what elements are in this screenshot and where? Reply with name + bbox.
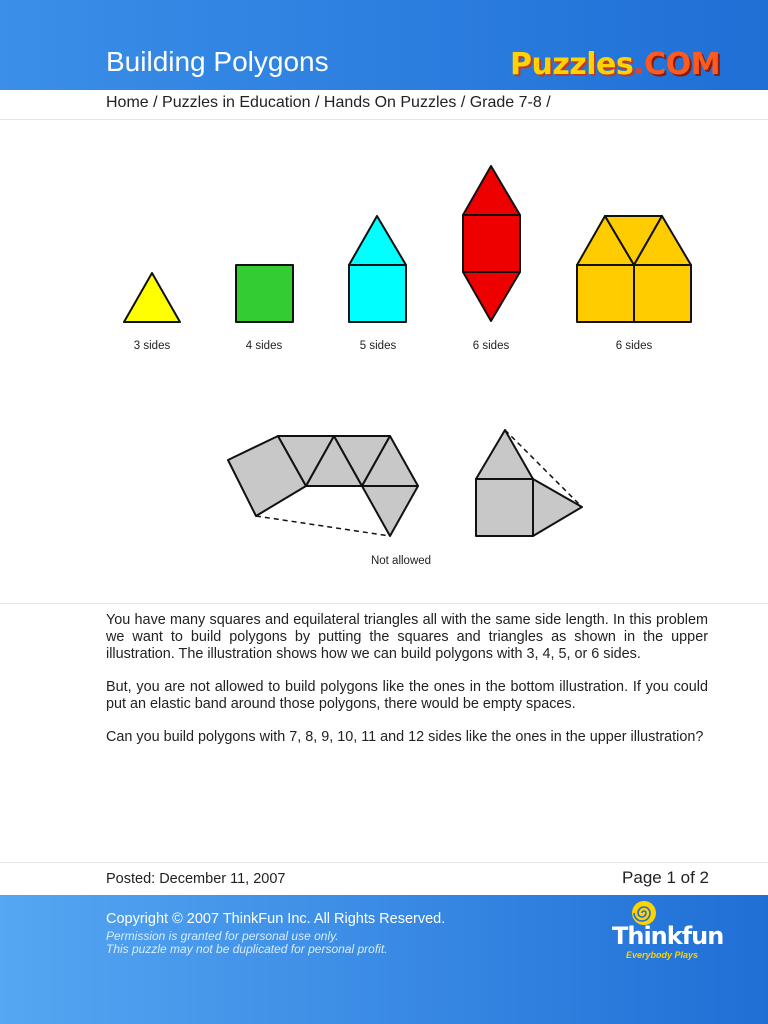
hexagon-orange-square-left: [577, 265, 634, 322]
thinkfun-tagline: Everybody Plays: [626, 950, 699, 960]
divider-top: [0, 119, 768, 120]
paragraph-3: Can you build polygons with 7, 8, 9, 10, 11 and 12 sides like the ones in the upper illustration?: [106, 729, 704, 745]
pentagon-triangle: [349, 216, 406, 265]
square-4-sides: [236, 265, 293, 322]
hexagon-orange-square-right: [634, 265, 691, 322]
not-allowed-2-tri-top: [476, 430, 533, 479]
hexagon-red-square: [463, 215, 520, 272]
copyright-text: Copyright © 2007 ThinkFun Inc. All Rights Reserved.: [106, 911, 446, 927]
divider-bottom: [0, 862, 768, 863]
hexagon-red-top-triangle: [463, 166, 520, 215]
label-6-sides-orange: 6 sides: [615, 340, 653, 352]
permission-text-2: This puzzle may not be duplicated for personal profit.: [106, 942, 388, 956]
thinkfun-logo[interactable]: Thinkfun: [612, 922, 724, 950]
label-not-allowed: Not allowed: [370, 555, 432, 567]
logo-text-dot: .: [633, 47, 645, 82]
divider-middle: [0, 603, 768, 604]
label-4-sides: 4 sides: [245, 340, 283, 352]
paragraph-2: But, you are not allowed to build polygons like the ones in the bottom illustration. If you could put an elastic band around those polygons, there would be empty spaces.: [106, 679, 708, 712]
pentagon-square: [349, 265, 406, 322]
label-5-sides: 5 sides: [359, 340, 397, 352]
label-6-sides-red: 6 sides: [472, 340, 510, 352]
page-number: Page 1 of 2: [622, 868, 709, 887]
permission-text-1: Permission is granted for personal use only.: [106, 929, 339, 943]
polygon-illustration: [0, 130, 768, 580]
logo-text-com: COM: [644, 47, 721, 82]
paragraph-1: You have many squares and equilateral triangles all with the same side length. In this problem we want to build polygons by putting the squares and triangles as shown in the upper illustration. The illustration shows how we can build polygons with 3, 4, 5, or 6 sides.: [106, 612, 708, 662]
logo-text-puzzles: Puzzles: [510, 47, 634, 82]
puzzles-com-logo[interactable]: [510, 47, 720, 82]
not-allowed-2-tri-right: [533, 479, 582, 536]
posted-date: Posted: December 11, 2007: [106, 871, 286, 887]
breadcrumb[interactable]: Home / Puzzles in Education / Hands On Puzzles / Grade 7-8 /: [106, 94, 551, 111]
elastic-band-line-1: [256, 516, 390, 536]
hexagon-red-bottom-triangle: [463, 272, 520, 321]
triangle-3-sides: [124, 273, 180, 322]
page-title: Building Polygons: [106, 46, 329, 77]
not-allowed-2-square: [476, 479, 533, 536]
problem-text: [106, 612, 708, 762]
label-3-sides: 3 sides: [133, 340, 171, 352]
not-allowed-1-tri-e: [362, 486, 418, 536]
